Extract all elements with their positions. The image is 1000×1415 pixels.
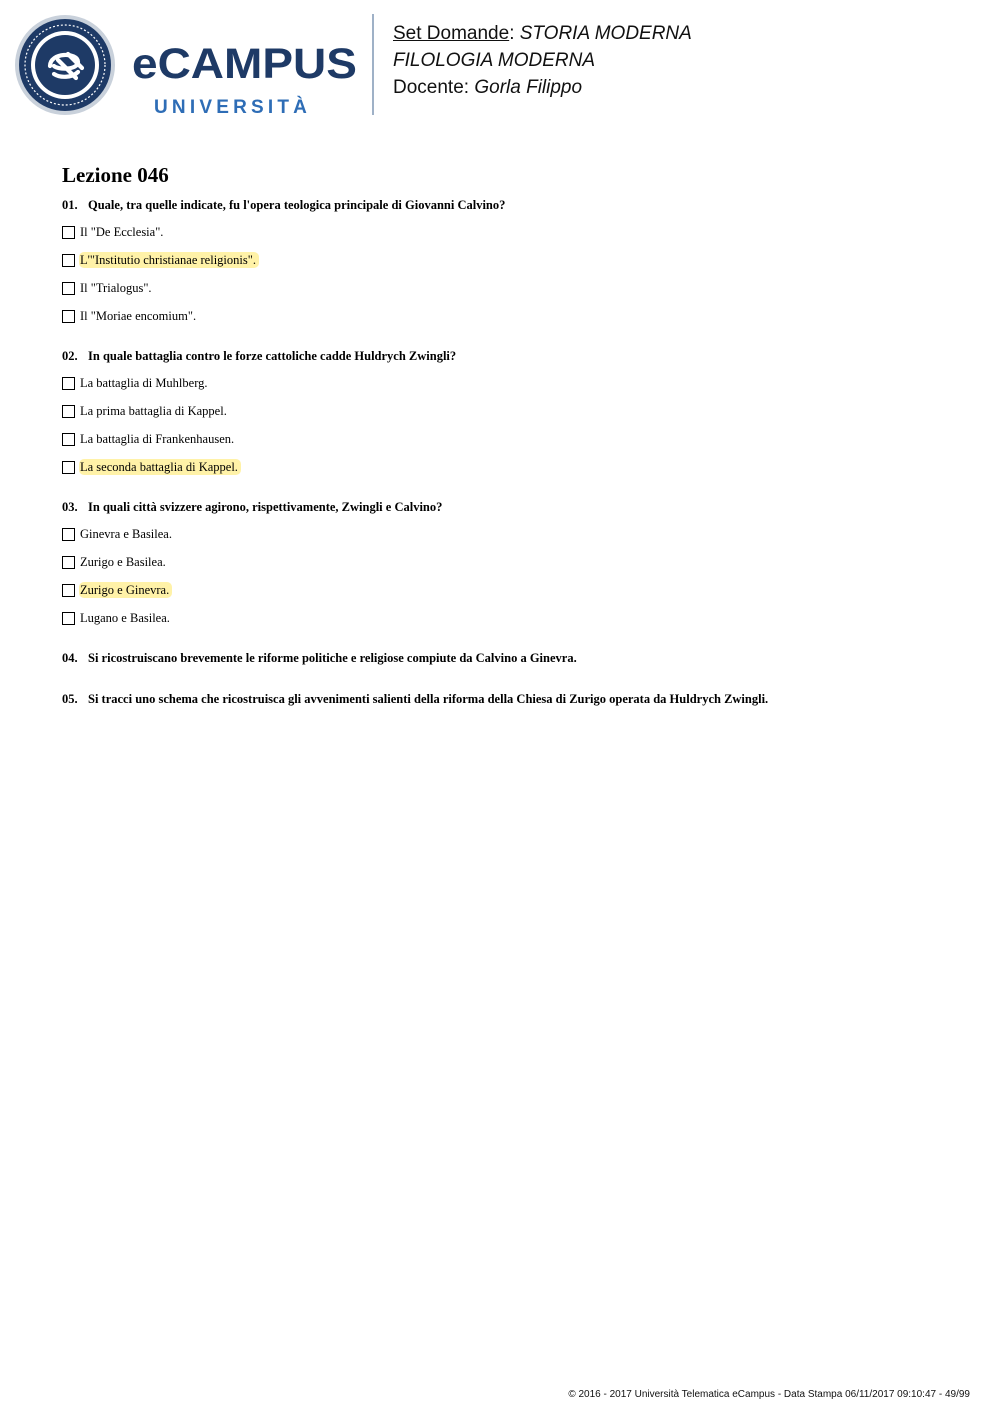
ecampus-logo [14,14,359,116]
teacher-name: Gorla Filippo [474,77,583,98]
question-text: In quale battaglia contro le forze cattoliche cadde Huldrych Zwingli? [88,349,457,363]
answer-text: La battaglia di Muhlberg. [80,376,208,390]
answer-option[interactable] [62,526,173,542]
question-text: Quale, tra quelle indicate, fu l'opera teologica principale di Giovanni Calvino? [88,198,506,212]
answer-option[interactable] [62,375,209,391]
question-05 [62,691,768,707]
answer-checkbox[interactable] [62,405,75,418]
question-number: 04. [62,651,78,665]
course-name-line2: FILOLOGIA MODERNA [393,50,595,71]
answer-checkbox[interactable] [62,226,75,239]
answer-text: Lugano e Basilea. [80,611,170,625]
answer-checkbox[interactable] [62,433,75,446]
answer-text-highlighted: La seconda battaglia di Kappel. [79,459,241,475]
teacher-line [393,77,582,99]
answer-checkbox[interactable] [62,282,75,295]
answer-option[interactable] [62,431,235,447]
answer-option[interactable] [62,252,259,268]
header-divider [372,14,374,115]
answer-text: Il "De Ecclesia". [80,225,164,239]
answer-checkbox[interactable] [62,377,75,390]
answer-text: Il "Moriae encomium". [80,309,197,323]
answer-text: La prima battaglia di Kappel. [80,404,227,418]
answer-option[interactable] [62,459,241,475]
question-number: 03. [62,500,78,514]
answer-checkbox[interactable] [62,584,75,597]
answer-text: La battaglia di Frankenhausen. [80,432,235,446]
answer-text-highlighted: Zurigo e Ginevra. [79,582,172,598]
question-text: Si tracci uno schema che ricostruisca gli avvenimenti salienti della riforma della Chiesa di Zurigo operata da Huldrych Zwingli. [88,692,769,706]
answer-text-highlighted: L'"Institutio christianae religionis". [79,252,259,268]
answer-text: Il "Trialogus". [80,281,152,295]
teacher-label: Docente [393,77,464,98]
answer-checkbox[interactable] [62,254,75,267]
ecampus-wordmark [132,38,372,118]
answer-checkbox[interactable] [62,528,75,541]
teacher-separator: : [463,77,470,98]
set-line [393,23,692,45]
set-separator: : [509,23,515,44]
question-text: In quali città svizzere agirono, rispettivamente, Zwingli e Calvino? [88,500,443,514]
answer-option[interactable] [62,582,172,598]
question-02 [62,348,456,364]
page-footer: © 2016 - 2017 Università Telematica eCampus - Data Stampa 06/11/2017 09:10:47 - 49/99 [568,1389,970,1400]
answer-checkbox[interactable] [62,461,75,474]
question-01 [62,197,505,213]
question-number: 01. [62,198,78,212]
answer-checkbox[interactable] [62,556,75,569]
course-line [393,50,595,72]
answer-option[interactable] [62,280,153,296]
course-name-line1: STORIA MODERNA [519,23,692,44]
question-number: 05. [62,692,78,706]
answer-option[interactable] [62,554,167,570]
answer-option[interactable] [62,224,164,240]
answer-option[interactable] [62,610,171,626]
answer-option[interactable] [62,403,228,419]
answer-option[interactable] [62,308,197,324]
question-number: 02. [62,349,78,363]
question-text: Si ricostruiscano brevemente le riforme politiche e religiose compiute da Calvino a Ginevra. [88,651,577,665]
lesson-title: Lezione 046 [62,163,169,187]
set-label: Set Domande [393,23,510,44]
question-04 [62,650,577,666]
brand-subtitle: UNIVERSITÀ [154,97,312,118]
answer-checkbox[interactable] [62,310,75,323]
answer-checkbox[interactable] [62,612,75,625]
ecampus-seal-icon [14,14,116,116]
answer-text: Ginevra e Basilea. [80,527,172,541]
question-03 [62,499,442,515]
answer-text: Zurigo e Basilea. [80,555,166,569]
brand-name: eCAMPUS [132,39,357,88]
